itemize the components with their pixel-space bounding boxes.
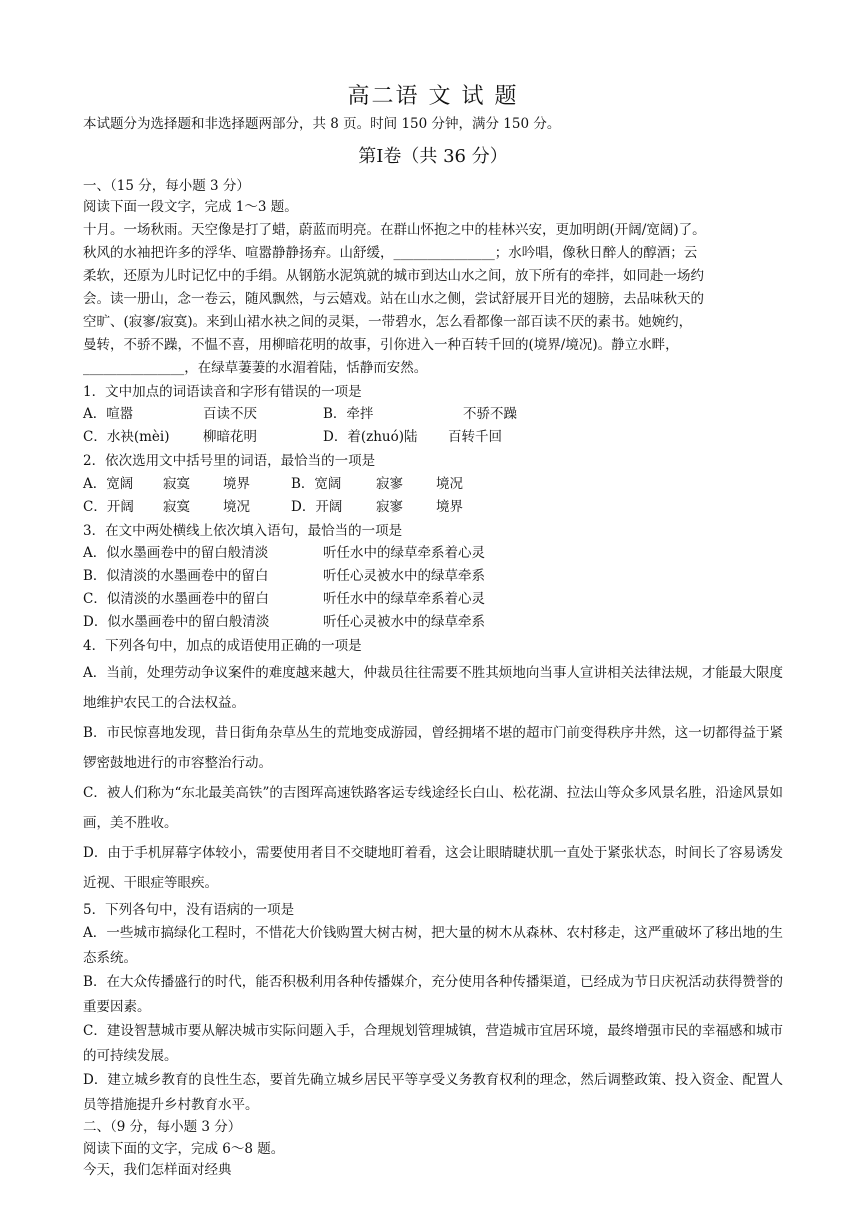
q3-option (83, 565, 783, 588)
q5-option-b: B．在大众传播盛行的时代，能否积极利用各种传播媒介，充分使用各种传播渠道，已经成为节日庆祝活动获得赞誉的重要因素。 (83, 974, 783, 1015)
passage-line: 柔软，还原为儿时记忆中的手绢。从钢筋水泥筑就的城市到达山水之间，放下所有的牵拌，如同赴一场约 (83, 267, 704, 284)
q2-b2: 寂寥 (376, 475, 403, 492)
q4-option-c: C．被人们称为“东北最美高铁”的吉图珲高速铁路客运专线途经长白山、松花湖、拉法山等众多风景名胜，沿途风景如画，美不胜收。 (83, 784, 783, 831)
passage-line: _______________，在绿草萋萋的水湄着陆，恬静而安然。 (83, 359, 428, 376)
q1-c-word: C．水袂(mèi) (83, 429, 170, 445)
q3-option (83, 588, 783, 611)
q2-b1: B．宽阔 (291, 475, 342, 492)
q2-c1: C．开阔 (83, 498, 134, 515)
q3-option (83, 611, 783, 634)
q5-stem: 5．下列各句中，没有语病的一项是 (83, 901, 295, 918)
q3-option (83, 542, 783, 565)
q3-option-first: B．似清淡的水墨画卷中的留白 (83, 568, 269, 584)
q2-a1: A．宽阔 (83, 475, 134, 492)
section1-heading: 一、（15 分，每小题 3 分） (83, 177, 250, 194)
q1-d-word: D．着(zhuó)陆 (323, 429, 418, 445)
q3-option-first: C．似清淡的水墨画卷中的留白 (83, 591, 269, 607)
q2-b3: 境况 (436, 475, 463, 492)
q1-a-word2: 百读不厌 (203, 406, 257, 422)
q2-d1: D．开阔 (291, 498, 343, 515)
q2-c2: 寂寞 (163, 498, 190, 515)
passage-line: 曼转，不骄不躁，不愠不喜，用柳暗花明的故事，引你进入一种百转千回的(境界/境况)。静立水畔， (83, 336, 679, 353)
q1-b-word2: 不骄不躁 (463, 406, 517, 422)
q3-option-second: 听任水中的绿草牵系着心灵 (323, 545, 485, 561)
q3-option-second: 听任心灵被水中的绿草牵系 (323, 614, 485, 630)
q5-option-a: A．一些城市搞绿化工程时，不惜花大价钱购置大树古树，把大量的树木从森林、农村移走，这严重破坏了移出地的生态系统。 (83, 925, 783, 966)
q2-d3: 境界 (436, 498, 463, 515)
q4-option-a: A．当前，处理劳动争议案件的难度越来越大，仲裁员往往需要不胜其烦地向当事人宣讲相关法律法规，才能最大限度地维护农民工的合法权益。 (83, 664, 783, 711)
q4-stem: 4．下列各句中，加点的成语使用正确的一项是 (83, 638, 362, 654)
q3-option-second: 听任水中的绿草牵系着心灵 (323, 591, 485, 607)
volume-heading: 第Ⅰ卷（共 36 分） (358, 145, 508, 167)
section2-heading: 二、（9 分，每小题 3 分） (83, 1119, 242, 1135)
q3-option-second: 听任心灵被水中的绿草牵系 (323, 568, 485, 584)
q1-d-word2: 百转千回 (448, 429, 502, 445)
q1-stem: 1．文中加点的词语读音和字形有错误的一项是 (83, 383, 362, 400)
passage-line: 秋风的水袖把许多的浮华、喧嚣静静扬弃。山舒缓，_______________；水吟唱，像秋日醉人的醇酒；云 (83, 244, 698, 261)
q1-row-ab (83, 403, 783, 426)
section1-instruction: 阅读下面一段文字，完成 1～3 题。 (83, 199, 298, 215)
q1-b-word: B．牵拌 (323, 406, 374, 422)
q2-a3: 境界 (223, 475, 250, 492)
section1-passage (83, 219, 783, 380)
passage-line: 空旷、(寂寥/寂寞)。来到山裙水袂之间的灵渠，一带碧水，怎么看都像一部百读不厌的素书。她婉约， (83, 313, 693, 330)
q5-option-d: D．建立城乡教育的良性生态，要首先确立城乡居民平等享受义务教育权利的理念，然后调整政策、投入资金、配置人员等措施提升乡村教育水平。 (83, 1072, 783, 1113)
q3-option-first: D．似水墨画卷中的留白般清淡 (83, 614, 270, 630)
q2-c3: 境况 (223, 498, 250, 515)
q5-option-c: C．建设智慧城市要从解决城市实际问题入手，合理规划管理城镇，营造城市宜居环境，最终增强市民的幸福感和城市的可持续发展。 (83, 1023, 783, 1064)
passage-line: 会。读一册山，念一卷云，随风飘然，与云嬉戏。站在山水之侧，尝试舒展开目光的翅膀，去品味秋天的 (83, 290, 704, 307)
q2-d2: 寂寥 (376, 498, 403, 515)
q1-a-word: A．喧嚣 (83, 406, 134, 422)
q1-c-word2: 柳暗花明 (203, 429, 257, 445)
exam-title: 高二语 文 试 题 (347, 84, 519, 109)
q2-a2: 寂寞 (163, 475, 190, 492)
q3-stem: 3．在文中两处横线上依次填入语句，最恰当的一项是 (83, 522, 403, 539)
q1-row-cd (83, 426, 783, 449)
article-title: 今天，我们怎样面对经典 (83, 1162, 232, 1178)
exam-page (83, 82, 783, 1182)
section2-instruction: 阅读下面的文字，完成 6～8 题。 (83, 1140, 285, 1157)
q2-row-ab (83, 473, 783, 496)
passage-line: 十月。一场秋雨。天空像是打了蜡，蔚蓝而明亮。在群山怀抱之中的桂林兴安，更加明朗(开阔/宽阔)了。 (83, 221, 706, 238)
q2-row-cd (83, 496, 783, 519)
exam-intro: 本试题分为选择题和非选择题两部分，共 8 页。时间 150 分钟，满分 150 分。 (83, 116, 561, 132)
q3-option-first: A．似水墨画卷中的留白般清淡 (83, 545, 269, 561)
q4-option-d: D．由于手机屏幕字体较小，需要使用者目不交睫地盯着看，这会让眼睛睫状肌一直处于紧张状态，时间长了容易诱发近视、干眼症等眼疾。 (83, 844, 783, 891)
q4-option-b: B．市民惊喜地发现，昔日街角杂草丛生的荒地变成游园，曾经拥堵不堪的超市门前变得秩序井然，这一切都得益于紧锣密鼓地进行的市容整治行动。 (83, 724, 783, 771)
q2-stem: 2．依次选用文中括号里的词语，最恰当的一项是 (83, 453, 376, 469)
